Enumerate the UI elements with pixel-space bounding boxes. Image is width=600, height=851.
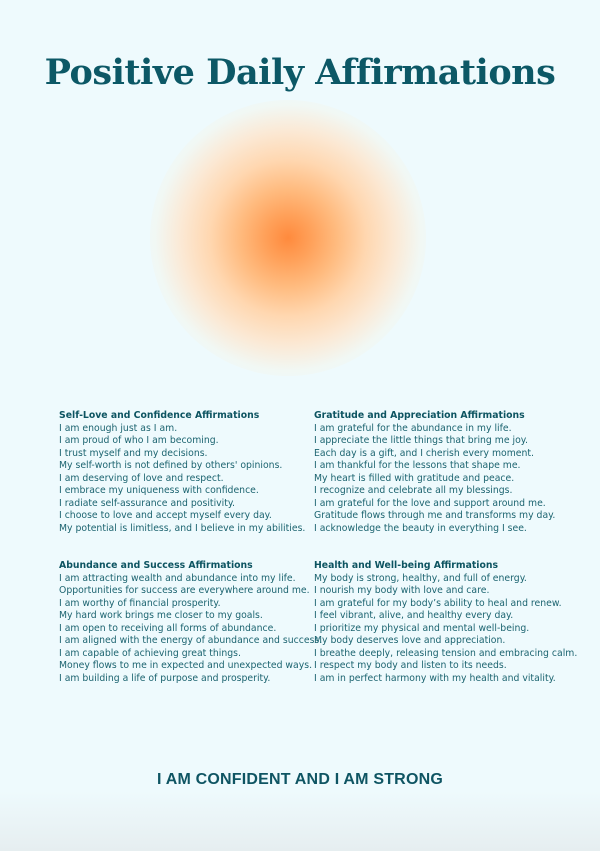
affirmation-item: I choose to love and accept myself every day. bbox=[59, 510, 272, 522]
affirmation-item: I feel vibrant, alive, and healthy every day. bbox=[314, 610, 514, 622]
sun-gradient-graphic bbox=[150, 100, 426, 376]
affirmation-item: I am worthy of financial prosperity. bbox=[59, 597, 221, 609]
affirmation-item: I am grateful for the love and support around me. bbox=[314, 497, 546, 509]
closing-affirmation-banner: I AM CONFIDENT AND I AM STRONG bbox=[157, 771, 443, 788]
affirmation-item: My self-worth is not defined by others' opinions. bbox=[59, 460, 283, 472]
affirmation-item: I am capable of achieving great things. bbox=[59, 647, 241, 659]
affirmation-item: My potential is limitless, and I believe in my abilities. bbox=[59, 522, 306, 534]
affirmation-item: I trust myself and my decisions. bbox=[59, 447, 208, 459]
affirmation-item: I breathe deeply, releasing tension and embracing calm. bbox=[314, 647, 578, 659]
affirmation-item: I am deserving of love and respect. bbox=[59, 472, 224, 484]
affirmation-item: I am proud of who I am becoming. bbox=[59, 435, 219, 447]
abundance-section bbox=[59, 560, 322, 685]
affirmation-item: I acknowledge the beauty in everything I see. bbox=[314, 522, 527, 534]
affirmation-item: I am thankful for the lessons that shape me. bbox=[314, 460, 521, 472]
self-love-section bbox=[59, 410, 305, 535]
section-heading: Health and Well-being Affirmations bbox=[314, 560, 499, 571]
section-heading: Self-Love and Confidence Affirmations bbox=[59, 410, 260, 421]
affirmation-item: I embrace my uniqueness with confidence. bbox=[59, 485, 259, 497]
affirmation-item: I respect my body and listen to its needs. bbox=[314, 660, 507, 672]
gratitude-section bbox=[314, 410, 555, 535]
affirmation-item: I am grateful for my body’s ability to heal and renew. bbox=[314, 597, 562, 609]
affirmation-item: I appreciate the little things that bring me joy. bbox=[314, 435, 528, 447]
affirmation-item: I nourish my body with love and care. bbox=[314, 585, 490, 597]
affirmation-item: I radiate self-assurance and positivity. bbox=[59, 497, 236, 509]
affirmation-item: I recognize and celebrate all my blessings. bbox=[314, 485, 513, 497]
affirmation-item: I am aligned with the energy of abundance and success. bbox=[59, 635, 323, 647]
section-heading: Abundance and Success Affirmations bbox=[59, 560, 253, 571]
affirmation-item: I am building a life of purpose and prosperity. bbox=[59, 672, 271, 684]
affirmation-item: My hard work brings me closer to my goals. bbox=[59, 610, 263, 622]
affirmation-item: Opportunities for success are everywhere around me. bbox=[59, 585, 310, 597]
affirmation-item: I am enough just as I am. bbox=[59, 422, 178, 434]
bottom-fade bbox=[0, 791, 600, 851]
section-heading: Gratitude and Appreciation Affirmations bbox=[314, 410, 525, 421]
affirmation-item: I am open to receiving all forms of abundance. bbox=[59, 622, 277, 634]
affirmation-item: Gratitude flows through me and transforms my day. bbox=[314, 510, 556, 522]
affirmation-item: My body deserves love and appreciation. bbox=[314, 635, 506, 647]
affirmation-item: Money flows to me in expected and unexpected ways. bbox=[59, 660, 313, 672]
affirmation-item: I am attracting wealth and abundance into my life. bbox=[59, 572, 296, 584]
affirmation-item: I prioritize my physical and mental well-being. bbox=[314, 622, 530, 634]
page-title: Positive Daily Affirmations bbox=[44, 52, 556, 93]
affirmation-item: I am in perfect harmony with my health and vitality. bbox=[314, 672, 556, 684]
affirmation-item: I am grateful for the abundance in my life. bbox=[314, 422, 512, 434]
affirmation-item: My body is strong, healthy, and full of energy. bbox=[314, 572, 527, 584]
health-section bbox=[314, 560, 577, 685]
affirmation-item: Each day is a gift, and I cherish every moment. bbox=[314, 447, 534, 459]
affirmation-item: My heart is filled with gratitude and peace. bbox=[314, 472, 515, 484]
